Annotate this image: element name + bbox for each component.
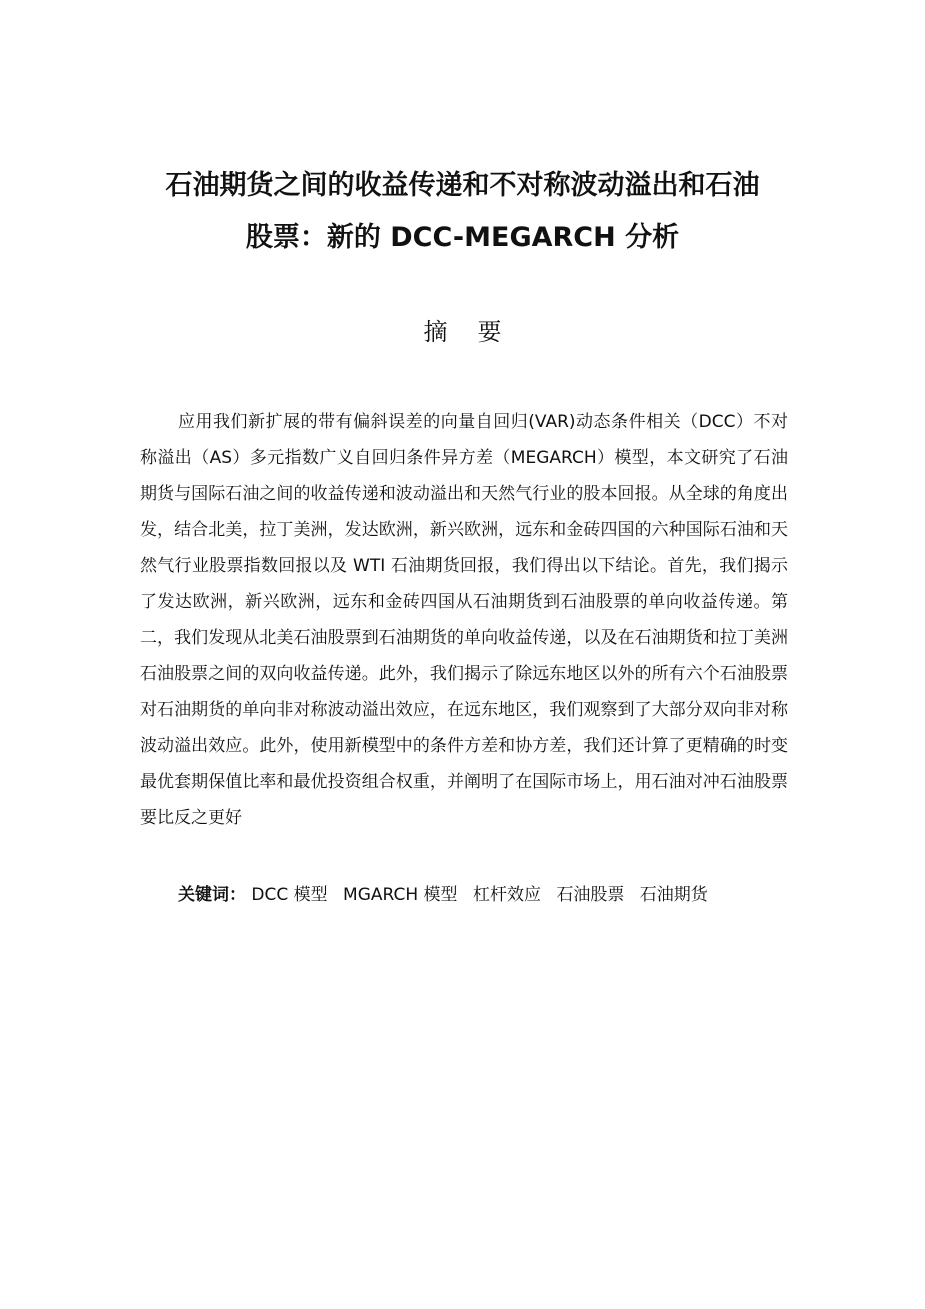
keyword-item: MGARCH 模型 — [343, 885, 458, 905]
paper-title-line-1: 石油期货之间的收益传递和不对称波动溢出和石油 — [165, 170, 760, 201]
abstract-heading: 摘要 — [423, 318, 532, 346]
paper-title-line-2: 股票：新的 DCC-MEGARCH 分析 — [245, 222, 680, 253]
keyword-item: DCC 模型 — [251, 885, 328, 905]
paper-title — [100, 160, 825, 264]
keywords-line — [178, 877, 718, 913]
keyword-item: 石油股票 — [556, 885, 625, 905]
keyword-item: 杠杆效应 — [472, 885, 541, 905]
abstract-body: 应用我们新扩展的带有偏斜误差的向量自回归(VAR)动态条件相关（DCC）不对称溢出（AS）多元指数广义自回归条件异方差（MEGARCH）模型，本文研究了石油期货与国际石油之间的收益传递和波动溢出和天然气行业的股本回报。从全球的角度出发，结合北美，拉丁美洲，发达欧洲，新兴欧洲，远东和金砖四国的六种国际石油和天然气行业股票指数回报以及 WTI 石油期货回报，我们得出以下结论。首先，我们揭示了发达欧洲，新兴欧洲，远东和金砖四国从石油期货到石油股票的单向收益传递。第二，我们发现从北美石油股票到石油期货的单向收益传递，以及在石油期货和拉丁美洲石油股票之间的双向收益传递。此外，我们揭示了除远东地区以外的所有六个石油股票对石油期货的单向非对称波动溢出效应，在远东地区，我们观察到了大部分双向非对称波动溢出效应。此外，使用新模型中的条件方差和协方差，我们还计算了更精确的时变最优套期保值比率和最优投资组合权重，并阐明了在国际市场上，用石油对冲石油股票要比反之更好 — [140, 412, 788, 828]
keywords-label: 关键词： — [178, 885, 246, 905]
keyword-item: 石油期货 — [639, 885, 708, 905]
